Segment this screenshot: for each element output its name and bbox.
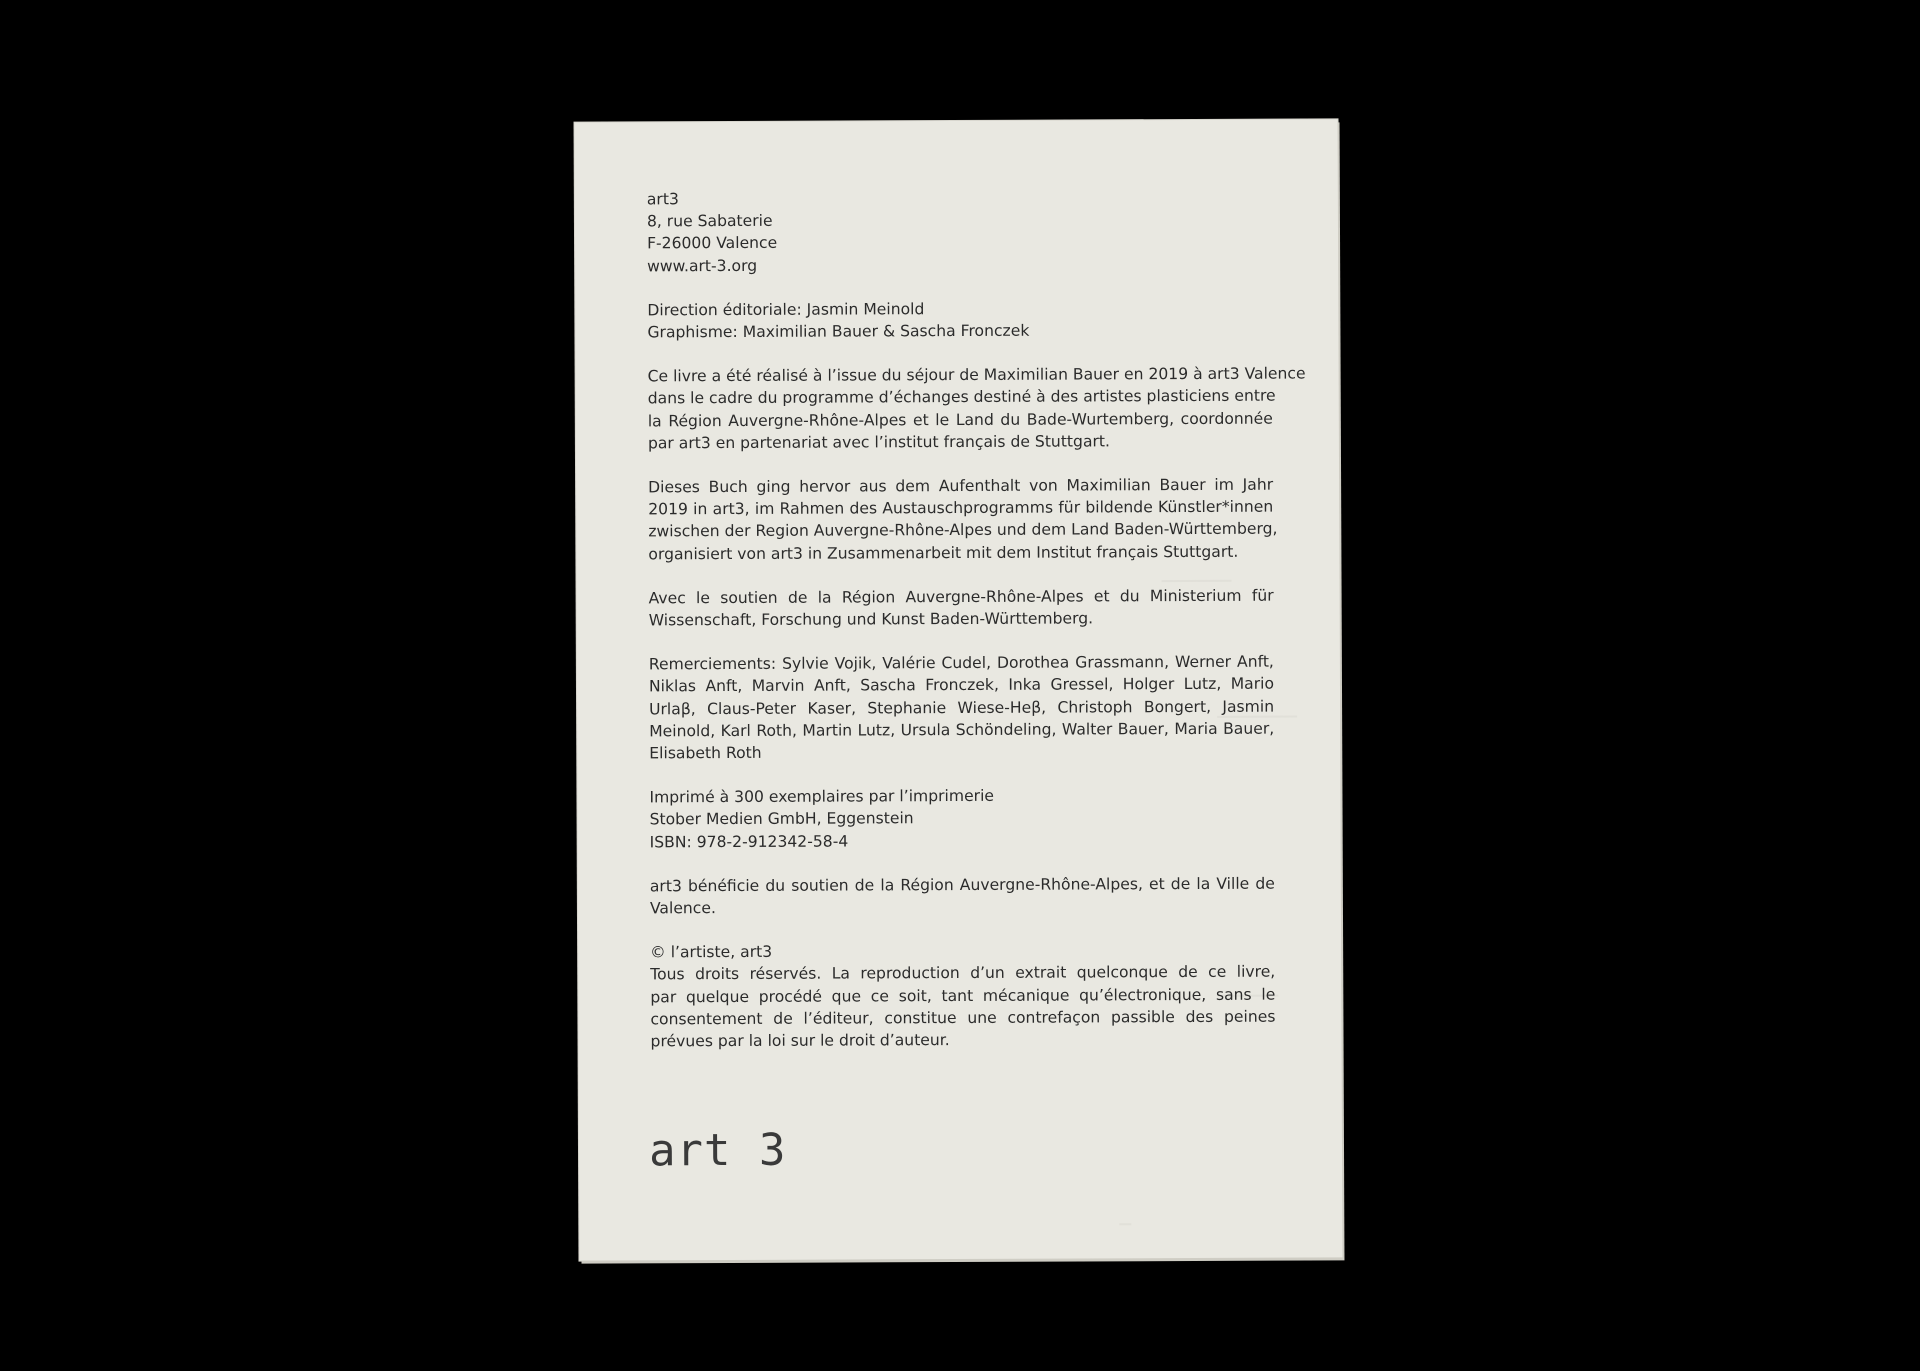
publisher-name: art3 <box>646 190 679 209</box>
paragraph-line: Elisabeth Roth <box>649 743 762 763</box>
paragraph-line: Ce livre a été réalisé à l’issue du séjour de Maximilian Bauer en 2019 à art3 Valence <box>647 364 1306 386</box>
isbn: ISBN: 978-2-912342-58-4 <box>649 832 849 852</box>
art3-logo: art 3 <box>648 1124 787 1177</box>
publisher-city: F-26000 Valence <box>647 234 778 253</box>
publisher-website: www.art-3.org <box>647 256 758 275</box>
printing-info <box>649 784 1274 853</box>
paragraph-line: par art3 en partenariat avec l’institut français de Stuttgart. <box>647 432 1111 453</box>
paragraph-line: Tous droits réservés. La reproduction d’un extrait quelconque de ce livre, <box>650 963 1276 984</box>
paragraph-line: par quelque procédé que ce soit, tant mécanique qu’électronique, sans le <box>650 985 1276 1007</box>
publisher-street: 8, rue Sabaterie <box>646 212 773 231</box>
paragraph-line: Wissenschaft, Forschung und Kunst Baden-Württemberg. <box>648 609 1094 630</box>
copyright-line: © l’artiste, art3 <box>650 943 773 962</box>
french-paragraph <box>647 363 1306 455</box>
paragraph-line: dans le cadre du programme d’échanges destiné à des artistes plasticiens entre <box>647 387 1276 408</box>
support-paragraph <box>649 584 1274 631</box>
thanks-paragraph <box>649 651 1274 765</box>
paragraph-line: consentement de l’éditeur, constitue une contrefaçon passible des peines <box>650 1007 1276 1029</box>
paragraph-line: la Région Auvergne-Rhône-Alpes et le Land du Bade-Wurtemberg, coordonnée <box>647 409 1273 430</box>
colophon-page <box>575 119 1343 1260</box>
paragraph-line: Meinold, Karl Roth, Martin Lutz, Ursula Schöndeling, Walter Bauer, Maria Bauer, <box>649 719 1275 741</box>
copyright-notice <box>650 939 1275 1053</box>
paragraph-line: zwischen der Region Auvergne-Rhône-Alpes und dem Land Baden-Württemberg, <box>648 520 1278 541</box>
funding-paragraph <box>650 872 1275 919</box>
graphic-design: Graphisme: Maximilian Bauer & Sascha Fronczek <box>647 321 1030 342</box>
paragraph-line: 2019 in art3, im Rahmen des Austauschprogramms für bildende Künstler*innen <box>648 497 1274 519</box>
editorial-credits <box>647 296 1272 343</box>
german-paragraph <box>648 474 1278 566</box>
paragraph-line: Niklas Anft, Marvin Anft, Sascha Fronczek, Inka Gressel, Holger Lutz, Mario <box>648 675 1275 696</box>
editorial-direction: Direction éditoriale: Jasmin Meinold <box>647 299 925 320</box>
print-run: Imprimé à 300 exemplaires par l’imprimerie <box>649 787 995 807</box>
printer-name: Stober Medien GmbH, Eggenstein <box>649 809 914 829</box>
paragraph-line: Dieses Buch ging hervor aus dem Aufenthalt von Maximilian Bauer im Jahr <box>648 475 1274 497</box>
paragraph-line: art3 bénéficie du soutien de la Région Auvergne-Rhône-Alpes, et de la Ville de <box>649 874 1275 896</box>
paragraph-line: prévues par la loi sur le droit d’auteur. <box>650 1031 950 1051</box>
paragraph-line: Urlaβ, Claus-Peter Kaser, Stephanie Wiese-Heβ, Christoph Bongert, Jasmin <box>649 697 1275 719</box>
publisher-address <box>647 186 1272 278</box>
paragraph-line: Valence. <box>649 899 716 918</box>
colophon-text <box>646 186 1306 1075</box>
paragraph-line: Avec le soutien de la Région Auvergne-Rhône-Alpes et du Ministerium für <box>648 586 1274 608</box>
paragraph-line: organisiert von art3 in Zusammenarbeit mit dem Institut français Stuttgart. <box>648 542 1239 563</box>
paragraph-line: Remerciements: Sylvie Vojik, Valérie Cudel, Dorothea Grassmann, Werner Anft, <box>648 652 1274 674</box>
